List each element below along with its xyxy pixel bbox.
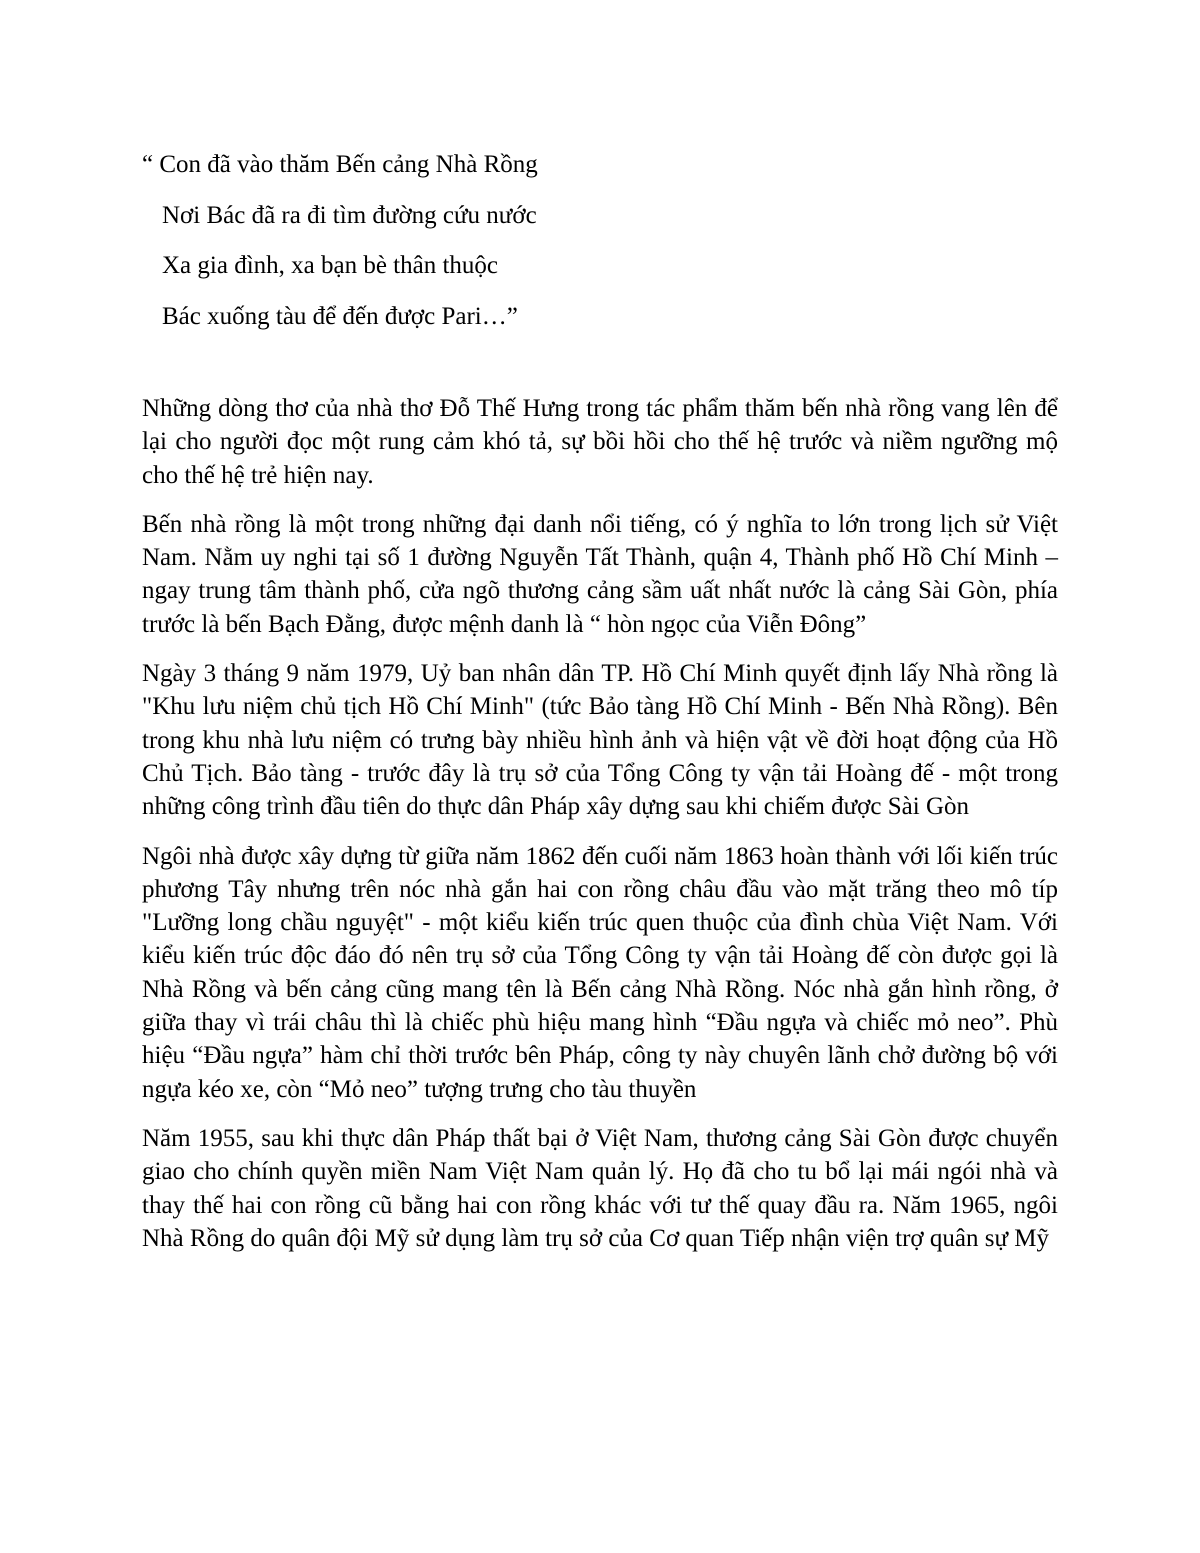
paragraph-location: Bến nhà rồng là một trong những đại danh nổi tiếng, có ý nghĩa to lớn trong lịch sử Việt Nam. Nằm uy nghi tại số 1 đường Nguyễn Tất Thành, quận 4, Thành phố Hồ Chí Minh – ngay trung tâm thành phố, cửa ngõ thương cảng sầm uất nhất nước là cảng Sài Gòn, phía trước là bến Bạch Đằng, được mệnh danh là “ hòn ngọc của Viễn Đông”	[142, 510, 1058, 638]
poem-line-1: “ Con đã vào thăm Bến cảng Nhà Rồng	[142, 151, 538, 178]
paragraph-museum: Ngày 3 tháng 9 năm 1979, Uỷ ban nhân dân TP. Hồ Chí Minh quyết định lấy Nhà rồng là "Khu lưu niệm chủ tịch Hồ Chí Minh" (tức Bảo tàng Hồ Chí Minh - Bến Nhà Rồng). Bên trong khu nhà lưu niệm có trưng bày nhiều hình ảnh và hiện vật về đời hoạt động của Hồ Chủ Tịch. Bảo tàng - trước đây là trụ sở của Tổng Công ty vận tải Hoàng đế - một trong những công trình đầu tiên do thực dân Pháp xây dựng sau khi chiếm được Sài Gòn	[142, 660, 1058, 821]
poem-line-3: Xa gia đình, xa bạn bè thân thuộc	[162, 252, 499, 279]
paragraph-history: Năm 1955, sau khi thực dân Pháp thất bại ở Việt Nam, thương cảng Sài Gòn được chuyển giao cho chính quyền miền Nam Việt Nam quản lý. Họ đã cho tu bổ lại mái ngói nhà và thay thế hai con rồng cũ bằng hai con rồng khác với tư thế quay đầu ra. Năm 1965, ngôi Nhà Rồng do quân đội Mỹ sử dụng làm trụ sở của Cơ quan Tiếp nhận viện trợ quân sự Mỹ	[142, 1124, 1058, 1252]
poem-excerpt	[142, 140, 1082, 342]
body-text	[142, 392, 1058, 1271]
poem-line-2: Nơi Bác đã ra đi tìm đường cứu nước	[162, 201, 537, 229]
paragraph-architecture: Ngôi nhà được xây dựng từ giữa năm 1862 đến cuối năm 1863 hoàn thành với lối kiến trúc phương Tây nhưng trên nóc nhà gắn hai con rồng châu đầu vào mặt trăng theo mô típ "Lưỡng long chầu nguyệt" - một kiểu kiến trúc quen thuộc của đình chùa Việt Nam. Với kiểu kiến trúc độc đáo đó nên trụ sở của Tổng Công ty vận tải Hoàng đế còn được gọi là Nhà Rồng và bến cảng cũng mang tên là Bến cảng Nhà Rồng. Nóc nhà gắn hình rồng, ở giữa thay vì trái châu thì là chiếc phù hiệu mang hình “Đầu ngựa và chiếc mỏ neo”. Phù hiệu “Đầu ngựa” hàm chỉ thời trước bên Pháp, công ty này chuyên lãnh chở đường bộ với ngựa kéo xe, còn “Mỏ neo” tượng trưng cho tàu thuyền	[142, 842, 1058, 1103]
paragraph-intro: Những dòng thơ của nhà thơ Đỗ Thế Hưng trong tác phẩm thăm bến nhà rồng vang lên để lại cho người đọc một rung cảm khó tả, sự bồi hồi cho thế hệ trước và niềm ngưỡng mộ cho thế hệ trẻ hiện nay.	[142, 395, 1058, 489]
poem-line-4: Bác xuống tàu để đến được Pari…”	[162, 302, 518, 330]
